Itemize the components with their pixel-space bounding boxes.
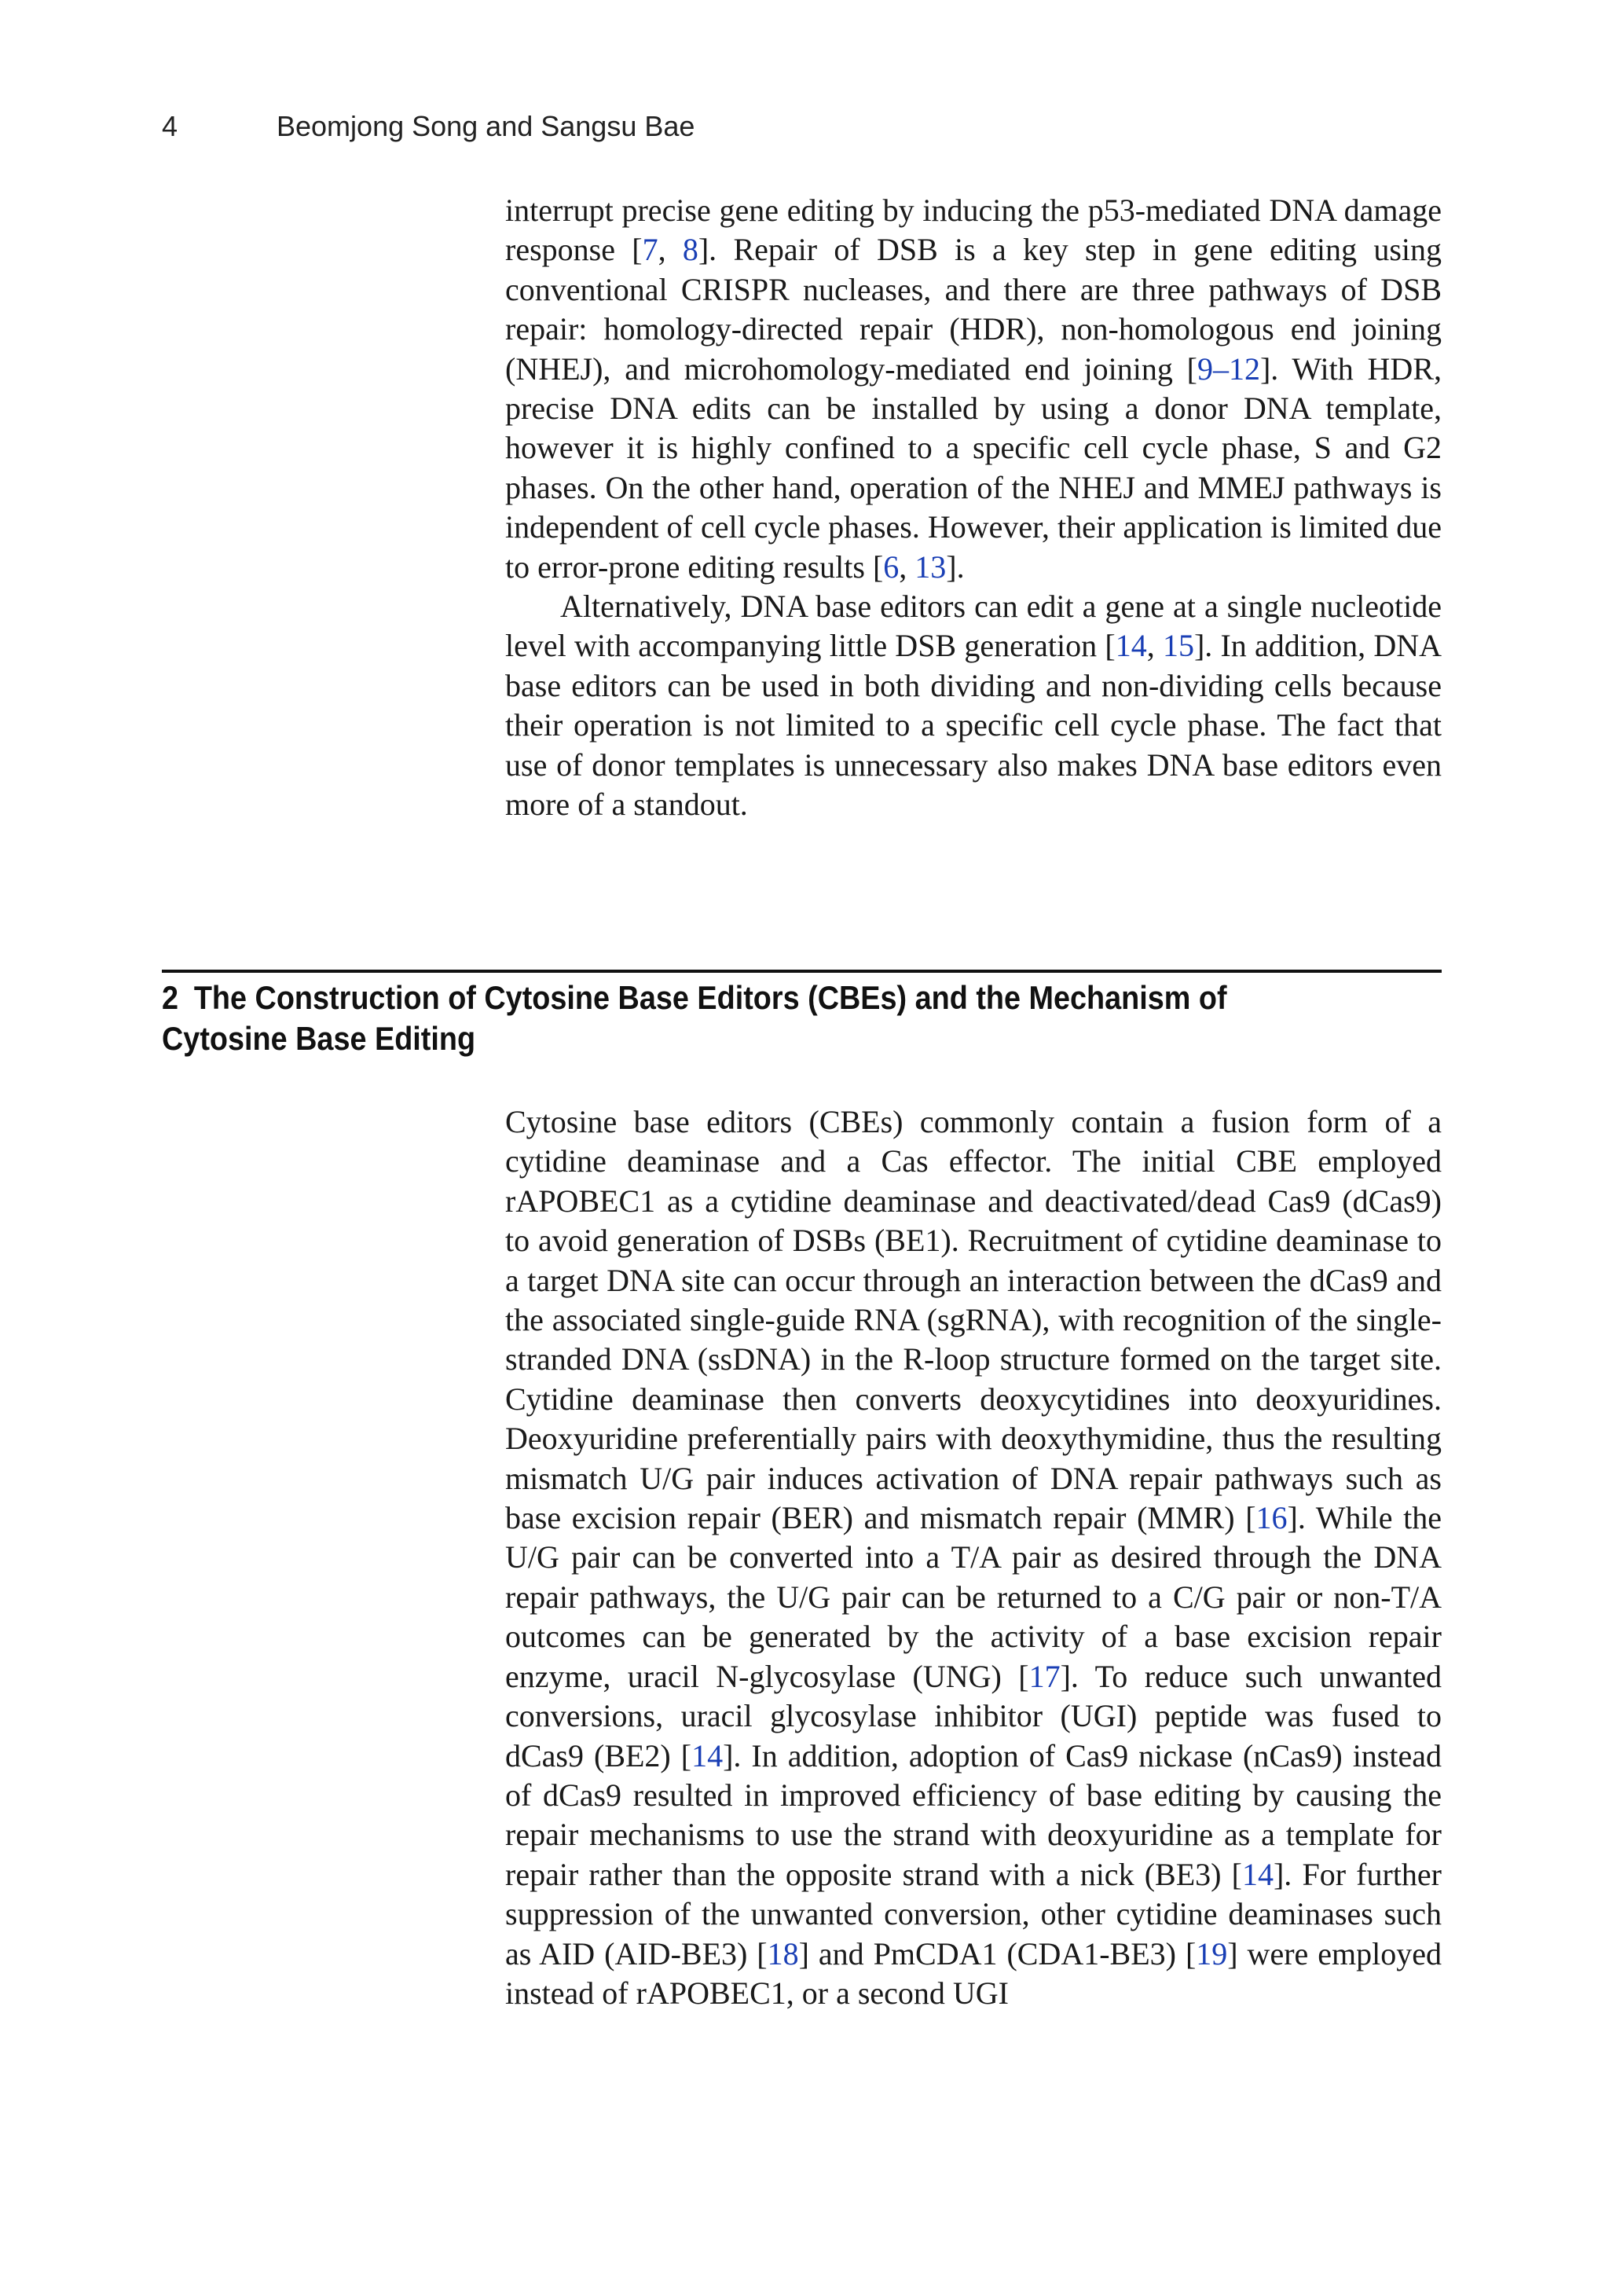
paragraph: Alternatively, DNA base editors can edit a gene at a single nucleotide level with accompanying little DSB generation [14, 15]. In addition, DNA base editors can be used in both dividing and non-dividing cells because their operation is not limited to a specific cell cycle phase. The fact that use of donor templates is unnecessary also makes DNA base editors even more of a standout. [505,589,1442,823]
citation-link[interactable]: 15 [1162,628,1194,664]
citation-link[interactable]: 9–12 [1197,350,1260,387]
citation-link[interactable]: 13 [914,548,947,585]
running-head-authors: Beomjong Song and Sangsu Bae [277,110,695,142]
citation-link[interactable]: 14 [1241,1856,1274,1892]
citation-link[interactable]: 14 [1115,628,1147,664]
section2-text-block [505,1102,1442,2013]
citation-link[interactable]: 8 [682,232,698,268]
paragraph: Cytosine base editors (CBEs) commonly contain a fusion form of a cytidine deaminase and a Cas effector. The initial CBE employed rAPOBEC1 as a cytidine deaminase and deactivated/dead Cas9 (dCas9) to avoid generation of DSBs (BE1). Recruitment of cytidine deaminase to a target DNA site can occur through an interaction between the dCas9 and the associated single-guide RNA (sgRNA), with recognition of the single-stranded DNA (ssDNA) in the R-loop structure formed on the target site. Cytidine deaminase then converts deoxycytidines into deoxyuridines. Deoxyuridine preferentially pairs with deoxythymidine, thus the resulting mismatch U/G pair induces activation of DNA repair pathways such as base excision repair (BER) and mismatch repair (MMR) [16]. While the U/G pair can be converted into a T/A pair as desired through the DNA repair pathways, the U/G pair can be returned to a C/G pair or non-T/A outcomes can be generated by the activity of a base excision repair enzyme, uracil N-glycosylase (UNG) [17]. To reduce such unwanted conversions, uracil glycosylase inhibitor (UGI) peptide was fused to dCas9 (BE2) [14]. In addition, adoption of Cas9 nickase (nCas9) instead of dCas9 resulted in improved efficiency of base editing by causing the repair mechanisms to use the strand with deoxyuridine as a template for repair rather than the opposite strand with a nick (BE3) [14]. For further suppression of the unwanted conversion, other cytidine deaminases such as AID (AID-BE3) [18] and PmCDA1 (CDA1-BE3) [19] were employed instead of rAPOBEC1, or a second UGI [505,1104,1442,2011]
running-head [162,110,695,143]
citation-link[interactable]: 18 [767,1935,799,1971]
citation-link[interactable]: 17 [1028,1658,1061,1694]
citation-link[interactable]: 6 [883,548,900,585]
paragraph: interrupt precise gene editing by inducing the p53-mediated DNA damage response [7, 8]. Repair of DSB is a key step in gene editing using conventional CRISPR nucleases, and there are three pathways of DSB repair: homology-directed repair (HDR), non-homologous end joining (NHEJ), and microhomology-mediated end joining [9–12]. With HDR, precise DNA edits can be installed by using a donor DNA template, however it is highly confined to a specific cell cycle phase, S and G2 phases. On the other hand, operation of the NHEJ and MMEJ pathways is independent of cell cycle phases. However, their application is limited due to error-prone editing results [6, 13]. [505,193,1442,585]
citation-link[interactable]: 7 [642,232,658,268]
citation-link[interactable]: 16 [1255,1500,1288,1536]
citation-link[interactable]: 14 [691,1737,724,1773]
citation-link[interactable]: 19 [1196,1935,1228,1971]
section-divider [162,970,1442,973]
page-number: 4 [162,110,178,142]
section-title: The Construction of Cytosine Base Editors (CBEs) and the Mechanism of Cytosine Base Editing [162,979,1227,1057]
section-heading [162,977,1314,1059]
intro-text-block [505,191,1442,825]
section-number: 2 [162,979,179,1016]
